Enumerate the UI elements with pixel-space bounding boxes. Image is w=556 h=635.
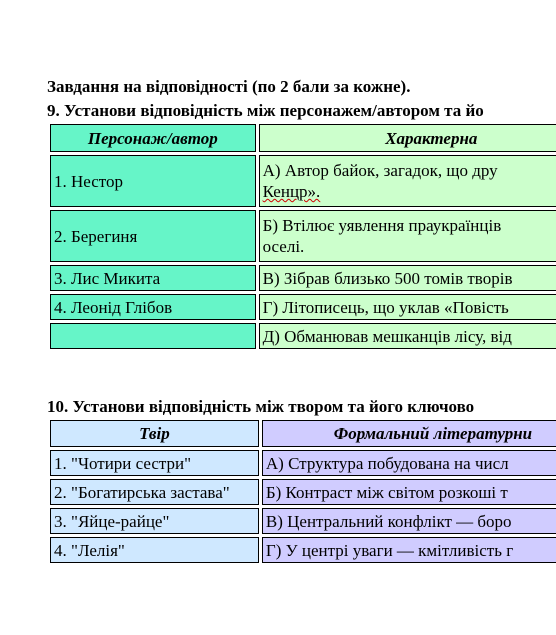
table-row xyxy=(50,294,556,320)
task10-left-cell: 4. "Лелія" xyxy=(50,537,259,563)
task10-right-cell: А) Структура побудована на числ xyxy=(262,450,556,476)
task9-left-cell: 3. Лис Микита xyxy=(50,265,256,291)
task10-right-cell: Г) У центрі уваги — кмітливість г xyxy=(262,537,556,563)
table-row xyxy=(50,265,556,291)
task10-left-cell: 3. "Яйце-райце" xyxy=(50,508,259,534)
task9-right-cell xyxy=(259,210,556,262)
task9-left-cell: 2. Берегиня xyxy=(50,210,256,262)
task9-right-line: оселі. xyxy=(262,237,305,256)
task9-left-cell: 4. Леонід Глібов xyxy=(50,294,256,320)
table-row xyxy=(50,155,556,207)
table-row xyxy=(50,450,556,476)
task9-right-cell xyxy=(259,155,556,207)
table-row xyxy=(50,479,556,505)
table-row xyxy=(50,323,556,349)
task9-right-cell: Г) Літописець, що уклав «Повість xyxy=(259,294,556,320)
table-row xyxy=(50,537,556,563)
section-title: Завдання на відповідності (по 2 бали за кожне). xyxy=(47,77,411,96)
task9-right-cell: Д) Обманював мешканців лісу, від xyxy=(259,323,556,349)
table-row xyxy=(50,210,556,262)
task10-title: 10. Установи відповідність між твором та його ключово xyxy=(47,397,475,416)
task10-header-device: Формальний літературни xyxy=(262,420,556,447)
task9-right-line: Б) Втілює уявлення праукраїнців xyxy=(262,216,502,235)
task9-header-characteristic: Характерна xyxy=(259,124,556,152)
task9-right-line: Кенцр». xyxy=(262,182,321,201)
task10-table xyxy=(47,417,556,566)
task9-title: 9. Установи відповідність між персонажем/автором та йо xyxy=(47,101,484,120)
task9-table xyxy=(47,121,556,352)
table-row xyxy=(50,508,556,534)
task9-left-cell xyxy=(50,323,256,349)
task10-right-cell: Б) Контраст між світом розкоші т xyxy=(262,479,556,505)
task10-right-cell: В) Центральний конфлікт — боро xyxy=(262,508,556,534)
task9-right-line: А) Автор байок, загадок, що дру xyxy=(262,161,498,180)
task10-left-cell: 1. "Чотири сестри" xyxy=(50,450,259,476)
task10-left-cell: 2. "Богатирська застава" xyxy=(50,479,259,505)
task9-header-character: Персонаж/автор xyxy=(50,124,256,152)
task9-left-cell: 1. Нестор xyxy=(50,155,256,207)
task9-right-cell: В) Зібрав близько 500 томів творів xyxy=(259,265,556,291)
task10-header-work: Твір xyxy=(50,420,259,447)
